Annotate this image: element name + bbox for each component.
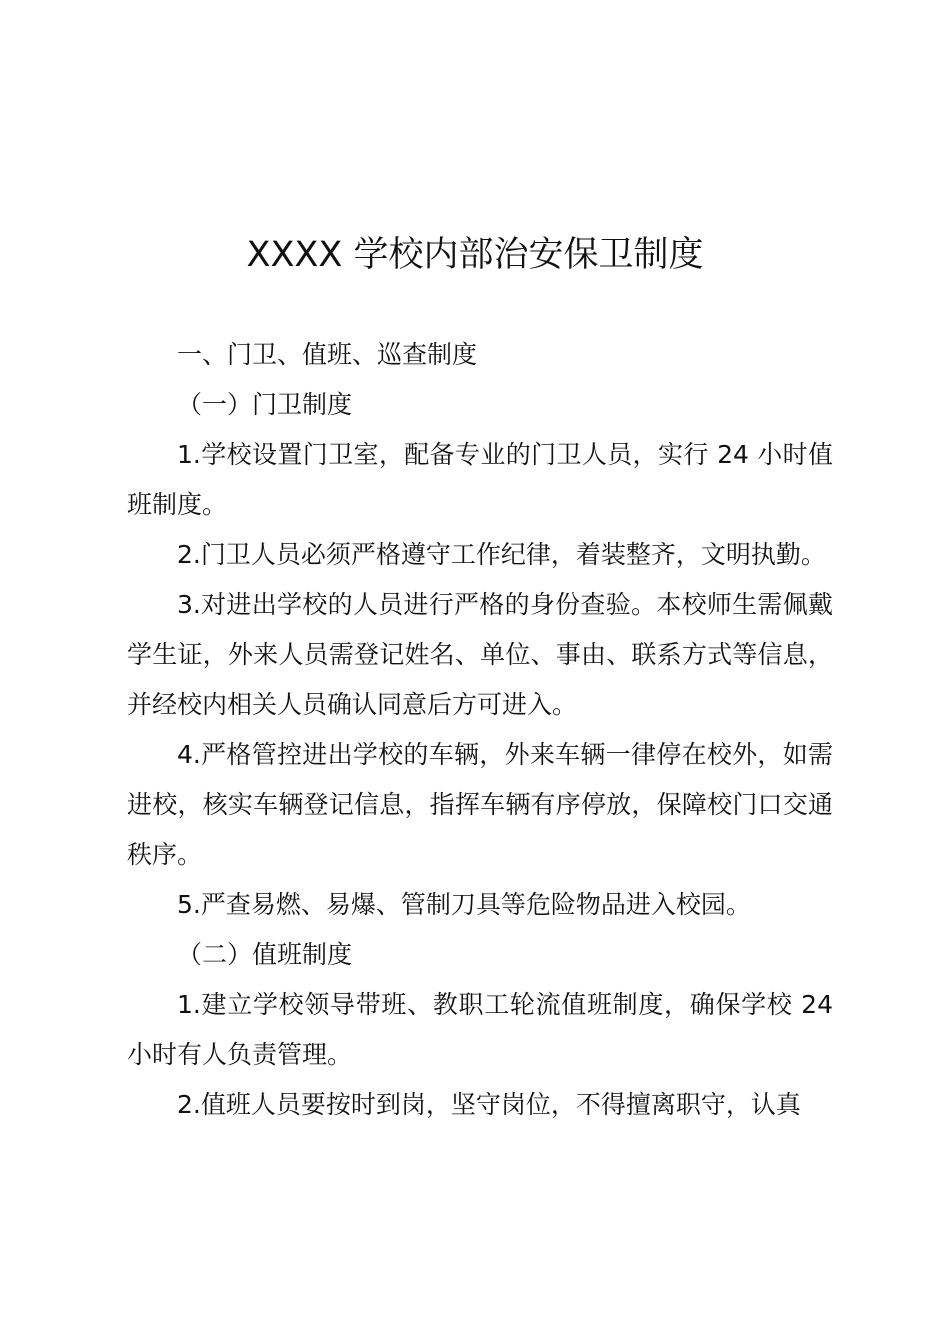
document-title: XXXX 学校内部治安保卫制度: [246, 235, 704, 275]
section-heading-1: 一、门卫、值班、巡查制度: [177, 340, 478, 369]
paragraph-duty-2: 2.值班人员要按时到岗，坚守岗位，不得擅离职守，认真: [177, 1090, 801, 1119]
paragraph-gate-5: 5.严查易燃、易爆、管制刀具等危险物品进入校园。: [177, 890, 751, 919]
subsection-heading-gate: （一）门卫制度: [177, 390, 353, 419]
paragraph-gate-3: 3.对进出学校的人员进行严格的身份查验。本校师生需佩戴学生证，外来人员需登记姓名、单位、事由、联系方式等信息，并经校内相关人员确认同意后方可进入。: [127, 590, 833, 719]
paragraph-gate-4: 4.严格管控进出学校的车辆，外来车辆一律停在校外，如需进校，核实车辆登记信息，指挥车辆有序停放，保障校门口交通秩序。: [127, 740, 833, 869]
document-body: [127, 330, 833, 1130]
subsection-heading-duty: （二）值班制度: [177, 940, 353, 969]
paragraph-gate-2: 2.门卫人员必须严格遵守工作纪律，着装整齐，文明执勤。: [177, 540, 826, 569]
paragraph-gate-1: 1.学校设置门卫室，配备专业的门卫人员，实行 24 小时值班制度。: [127, 440, 833, 519]
paragraph-duty-1: 1.建立学校领导带班、教职工轮流值班制度，确保学校 24 小时有人负责管理。: [127, 990, 833, 1069]
